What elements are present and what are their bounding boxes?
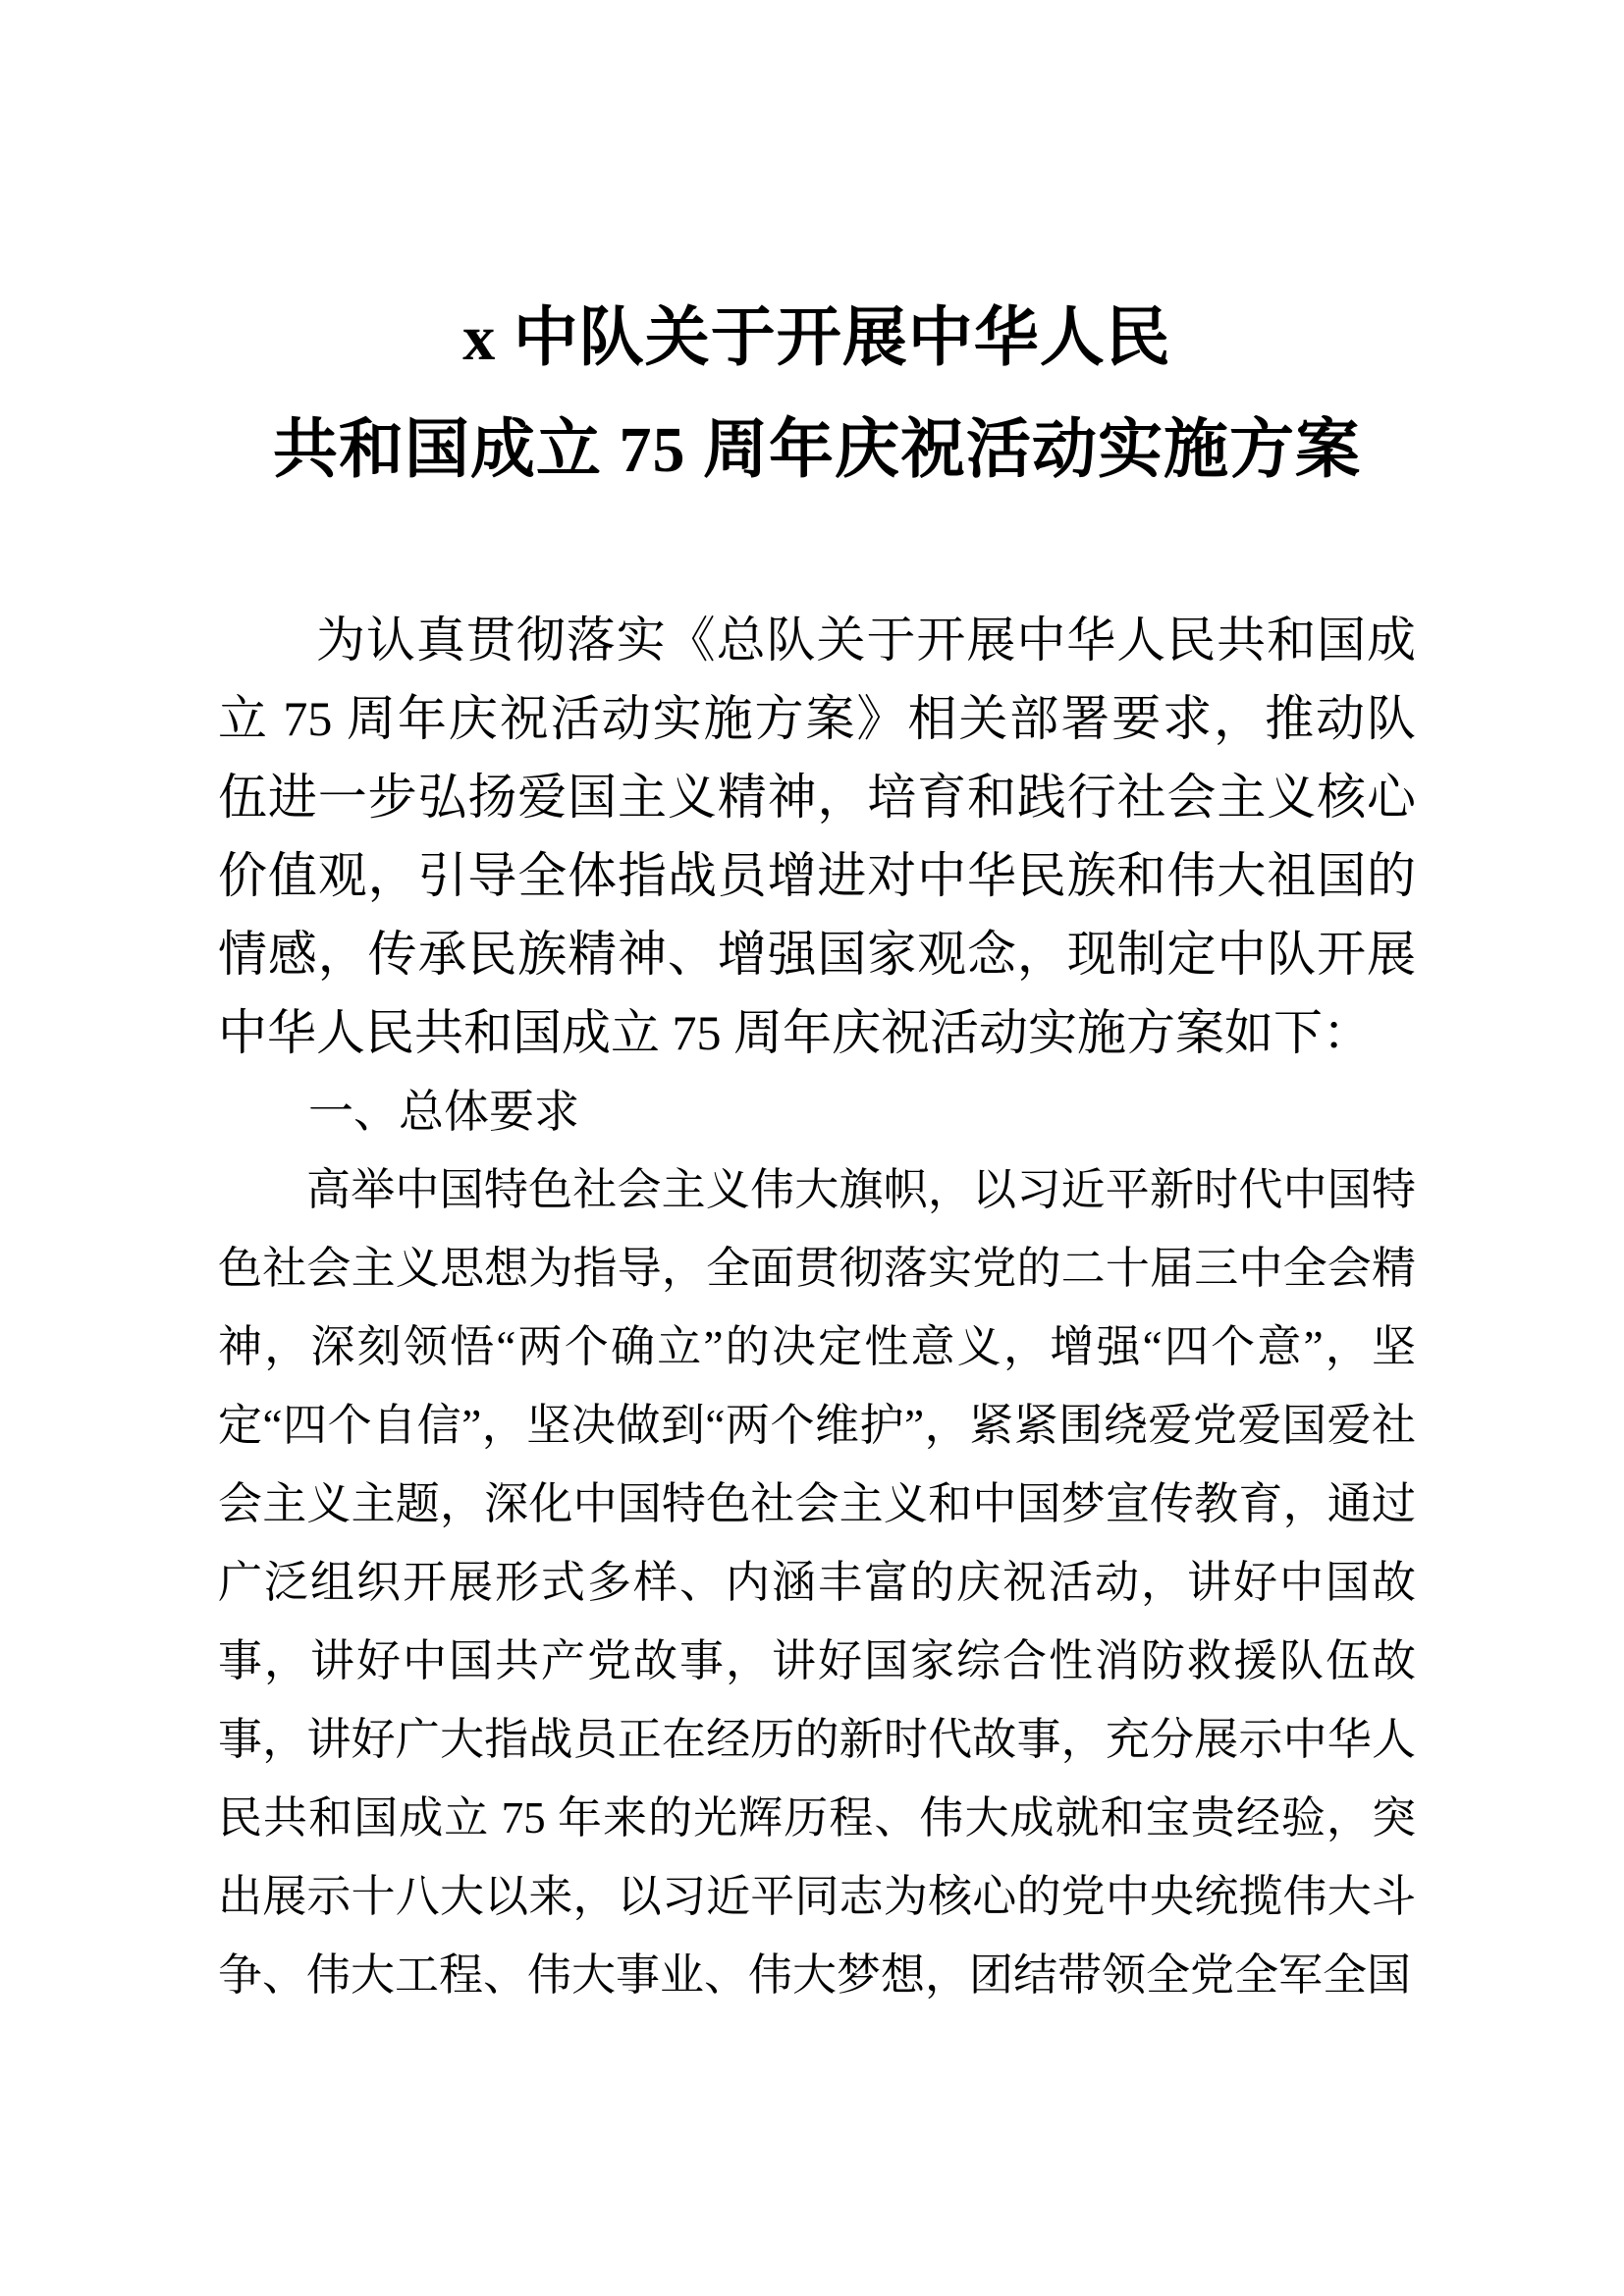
- paragraph-overall-requirements-body: 高举中国特色社会主义伟大旗帜，以习近平新时代中国特色社会主义思想为指导，全面贯彻落实党的二十届三中全会精神，深刻领悟“两个确立”的决定性意义，增强“四个意”，坚定“四个自信”，坚决做到“两个维护”，紧紧围绕爱党爱国爱社会主义主题，深化中国特色社会主义和中国梦宣传教育，通过广泛组织开展形式多样、内涵丰富的庆祝活动，讲好中国故事，讲好中国共产党故事，讲好国家综合性消防救援队伍故事，讲好广大指战员正在经历的新时代故事，充分展示中华人民共和国成立 75 年来的光辉历程、伟大成就和宝贵经验，突出展示十八大以来，以习近平同志为核心的党中央统揽伟大斗争、伟大工程、伟大事业、伟大梦想，团结带领全党全军全国: [218, 1165, 1416, 2000]
- document-title-line-1: x 中队关于开展中华人民: [462, 302, 1171, 374]
- section-heading-overall-requirements: 一、总体要求: [308, 1086, 579, 1137]
- document-title-line-2: 共和国成立 75 周年庆祝活动实施方案: [273, 414, 1361, 486]
- document-title: [218, 283, 1416, 507]
- paragraph-lead: 为认真贯彻落实《总队关于开展中华人民共和国成立 75 周年庆祝活动实施方案》相关部署要求，推动队伍进一步弘扬爱国主义精神，培育和践行社会主义核心价值观，引导全体指战员增进对中华民族和伟大祖国的情感，传承民族精神、增强国家观念，现制定中队开展中华人民共和国成立 75 周年庆祝活动实施方案如下：: [218, 613, 1416, 1060]
